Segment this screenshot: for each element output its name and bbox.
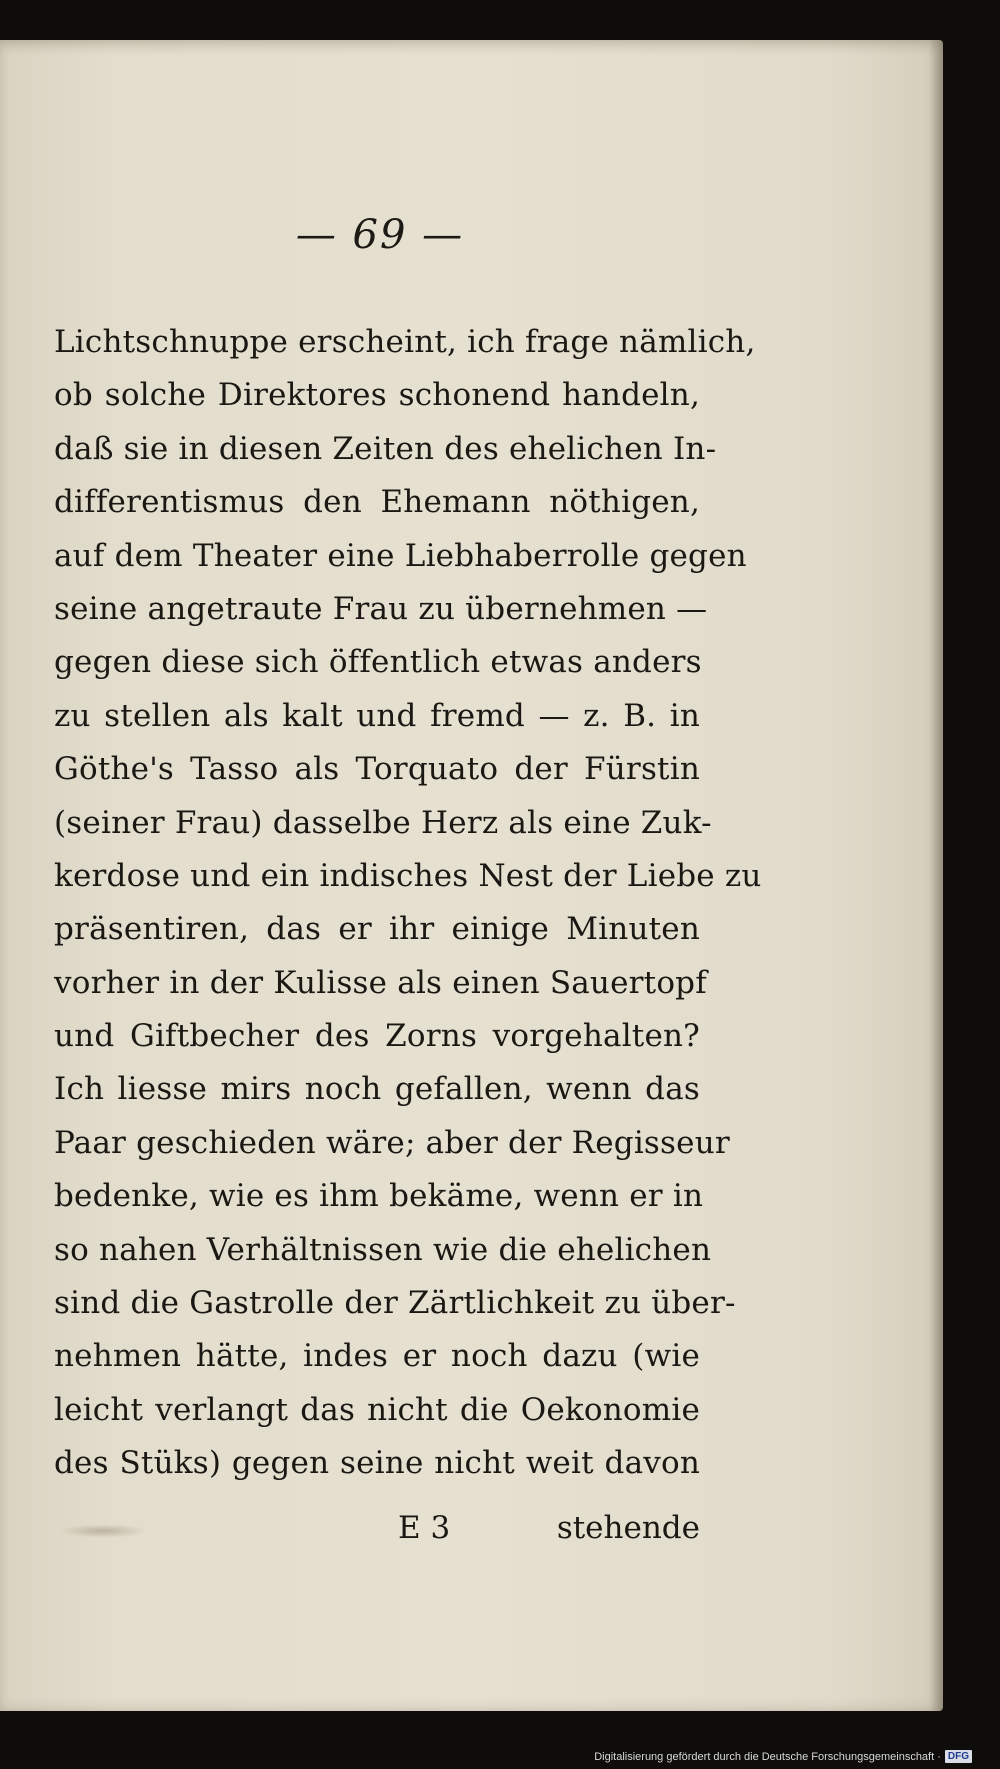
text-line: Lichtschnuppe erscheint, ich frage nämlich, <box>54 324 756 360</box>
body-text <box>54 316 762 1491</box>
catchword: stehende <box>556 1510 700 1546</box>
text-line: vorher in der Kulisse als einen Sauertopf <box>54 964 707 1001</box>
text-line: und Giftbecher des Zorns vorgehalten? <box>54 1018 700 1055</box>
text-line: seine angetraute Frau zu übernehmen — <box>54 590 708 627</box>
text-line: präsentiren, das er ihr einige Minuten <box>54 911 700 948</box>
page-number: — 69 — <box>295 212 465 258</box>
text-line: (seiner Frau) dasselbe Herz als eine Zuk- <box>54 804 712 841</box>
text-line: Ich liesse mirs noch gefallen, wenn das <box>54 1071 700 1108</box>
digitization-credit <box>594 1750 972 1763</box>
text-line: Göthe's Tasso als Torquato der Fürstin <box>54 751 700 788</box>
text-line: so nahen Verhältnissen wie die ehelichen <box>54 1231 712 1268</box>
text-line: gegen diese sich öffentlich etwas anders <box>54 644 702 681</box>
text-line: zu stellen als kalt und fremd — z. B. in <box>54 697 700 734</box>
book-page <box>0 40 943 1711</box>
dfg-logo-icon: DFG <box>945 1750 972 1763</box>
text-line: des Stüks) gegen seine nicht weit davon <box>54 1445 700 1482</box>
text-line: auf dem Theater eine Liebhaberrolle gegen <box>54 537 747 574</box>
text-line: leicht verlangt das nicht die Oekonomie <box>54 1391 700 1428</box>
text-line: differentismus den Ehemann nöthigen, <box>54 484 700 521</box>
text-line: nehmen hätte, indes er noch dazu (wie <box>54 1338 700 1375</box>
text-line: Paar geschieden wäre; aber der Regisseur <box>54 1124 730 1161</box>
text-line: ob solche Direktores schonend handeln, <box>54 377 700 414</box>
signature-mark: E 3 <box>398 1510 451 1546</box>
text-line: sind die Gastrolle der Zärtlichkeit zu über- <box>54 1285 736 1322</box>
text-line: bedenke, wie es ihm bekäme, wenn er in <box>54 1178 704 1215</box>
page-footer <box>54 1500 700 1560</box>
credit-text: Digitalisierung gefördert durch die Deutsche Forschungsgemeinschaft · <box>594 1750 941 1763</box>
text-line: daß sie in diesen Zeiten des ehelichen In- <box>54 430 717 467</box>
text-line: kerdose und ein indisches Nest der Liebe zu <box>54 857 762 894</box>
